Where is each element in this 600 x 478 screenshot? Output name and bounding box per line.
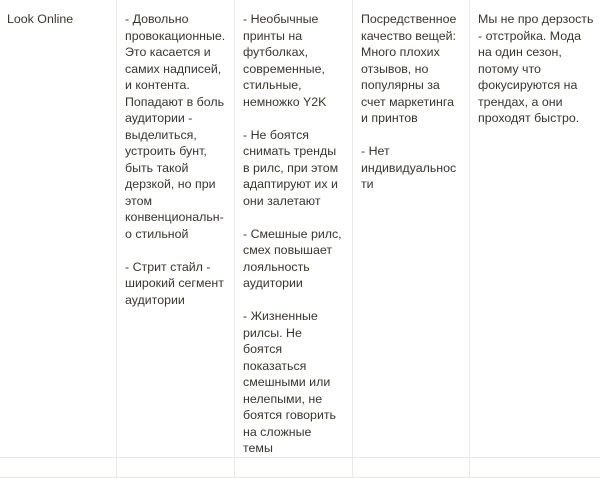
cell-paragraph: - Стрит стайл - широкий сегмент аудитории xyxy=(125,259,226,309)
cell-paragraph: - Нет индивидуальности xyxy=(361,143,461,193)
table-cell-strengths[interactable] xyxy=(235,0,353,457)
table-cell-brand[interactable] xyxy=(0,0,117,457)
table-cell-positioning[interactable] xyxy=(117,0,235,457)
cell-paragraph: Посредственное качество вещей: Много плохих отзывов, но популярны за счет маркетинга и принтов xyxy=(361,11,461,127)
table-cell-empty[interactable] xyxy=(470,457,600,477)
table-cell-weaknesses[interactable] xyxy=(353,0,470,457)
cell-paragraph: Look Online xyxy=(7,11,108,28)
table-cell-empty[interactable] xyxy=(117,457,235,477)
cell-paragraph: Мы не про дерзость - отстройка. Мода на один сезон, потому что фокусируются на трендах, а они проходят быстро. xyxy=(478,11,596,127)
cell-paragraph: - Довольно провокационные. Это касается и самих надписей, и контента. Попадают в боль аудитории - выделиться, устроить бунт, быть такой дерзкой, но при этом конвенционально стильной xyxy=(125,11,226,242)
table-cell-differentiation[interactable] xyxy=(470,0,600,457)
cell-paragraph: - Не боятся снимать тренды в рилс, при этом адаптируют их и они залетают xyxy=(243,127,344,210)
cell-paragraph: - Необычные принты на футболках, современные, стильные, немножко Y2K xyxy=(243,11,344,110)
table-cell-empty[interactable] xyxy=(353,457,470,477)
table-cell-empty[interactable] xyxy=(0,457,117,477)
table-row xyxy=(0,457,600,477)
cell-paragraph: - Жизненные рилсы. Не боятся показаться смешными или нелепыми, не боятся говорить на сложные темы xyxy=(243,308,344,457)
table-cell-empty[interactable] xyxy=(235,457,353,477)
cell-paragraph: - Смешные рилс, смех повышает лояльность аудитории xyxy=(243,226,344,292)
